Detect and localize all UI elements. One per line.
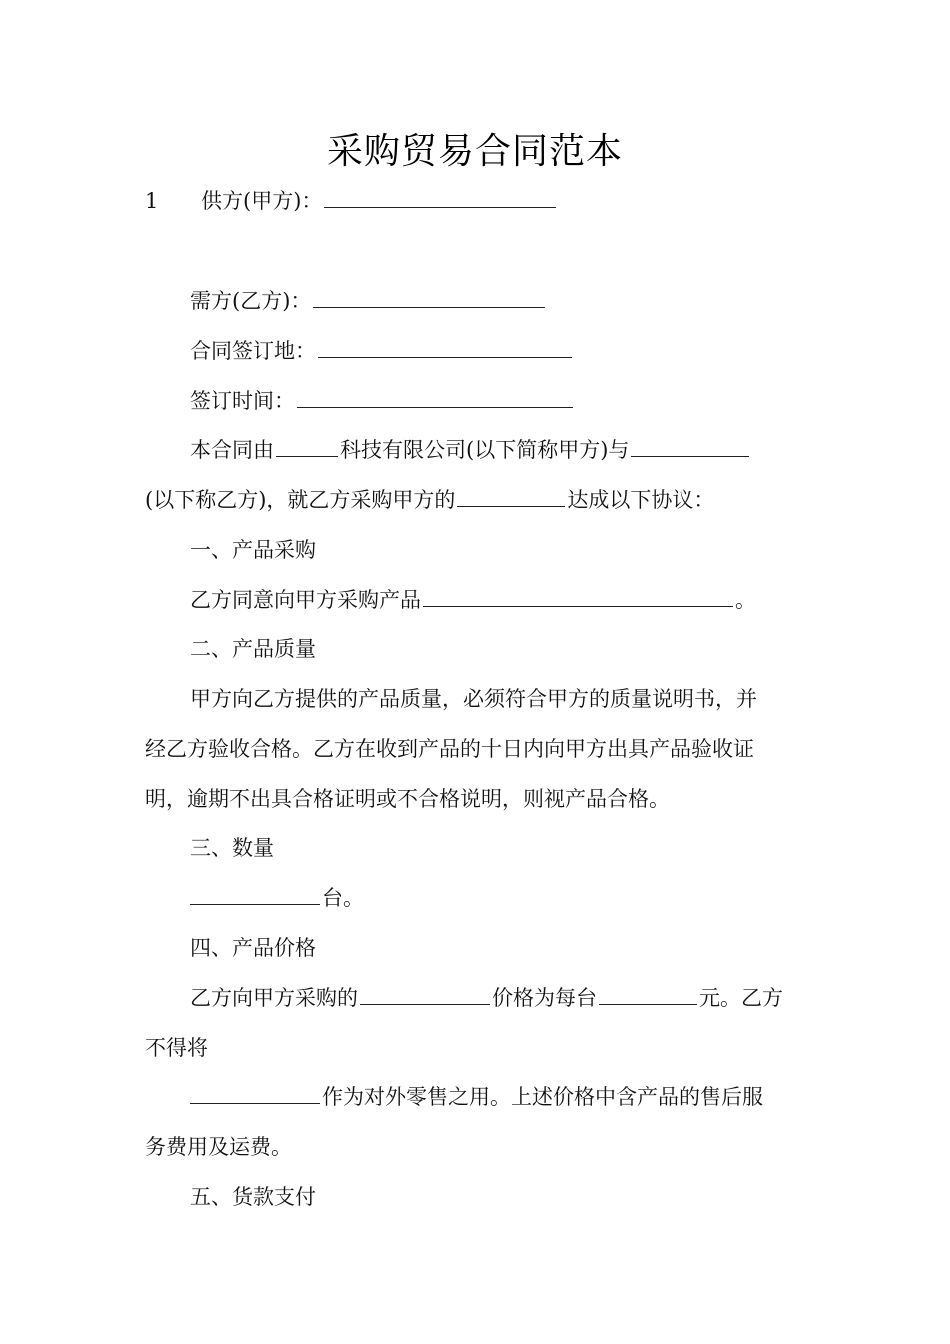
buyer-line — [190, 286, 547, 316]
section3-unit: 台。 — [322, 886, 364, 910]
place-line — [190, 336, 574, 366]
supplier-label: 供方(甲方)： — [201, 189, 323, 213]
retail-blank[interactable] — [190, 1083, 320, 1104]
section4-text-4: 作为对外零售之用。上述价格中含产品的售后服 — [322, 1085, 763, 1109]
time-blank[interactable] — [297, 387, 573, 408]
unit-price-blank[interactable] — [599, 984, 697, 1005]
place-label: 合同签订地： — [190, 339, 316, 363]
section4-line-4: 务费用及运费。 — [145, 1135, 292, 1159]
price-product-blank[interactable] — [360, 984, 490, 1005]
supplier-number: 1 — [145, 189, 159, 213]
section2-line-2: 经乙方验收合格。乙方在收到产品的十日内向甲方出具产品验收证 — [145, 737, 754, 761]
product-blank[interactable] — [457, 486, 565, 507]
section4-text-3: 元。乙方 — [699, 986, 783, 1010]
intro-text-3: (以下称乙方)，就乙方采购甲方的 — [145, 488, 456, 512]
section4-line-1 — [190, 983, 783, 1013]
section1-line — [190, 585, 756, 615]
section4-heading: 四、产品价格 — [190, 936, 316, 960]
section4-text-2: 价格为每台 — [492, 986, 597, 1010]
section2-line-3: 明，逾期不出具合格证明或不合格说明，则视产品合格。 — [145, 787, 670, 811]
section1-heading: 一、产品采购 — [190, 538, 316, 562]
section1-blank[interactable] — [423, 586, 733, 607]
section4-text-1: 乙方向甲方采购的 — [190, 986, 358, 1010]
supplier-line — [145, 186, 558, 216]
section5-heading: 五、货款支付 — [190, 1185, 316, 1209]
company-blank[interactable] — [276, 436, 338, 457]
section3-line — [190, 883, 364, 913]
section4-line-3 — [190, 1082, 763, 1112]
section4-line-2: 不得将 — [145, 1036, 208, 1060]
section1-text: 乙方同意向甲方采购产品 — [190, 588, 421, 612]
quantity-blank[interactable] — [190, 884, 320, 905]
buyer-label: 需方(乙方)： — [190, 289, 312, 313]
section2-line-1: 甲方向乙方提供的产品质量，必须符合甲方的质量说明书，并 — [190, 687, 757, 711]
time-line — [190, 386, 575, 416]
party-b-blank[interactable] — [631, 436, 749, 457]
time-label: 签订时间： — [190, 389, 295, 413]
section3-heading: 三、数量 — [190, 836, 274, 860]
section1-end: 。 — [735, 588, 756, 612]
intro-line-2 — [145, 485, 714, 515]
supplier-blank[interactable] — [324, 187, 556, 208]
buyer-blank[interactable] — [313, 287, 545, 308]
section2-heading: 二、产品质量 — [190, 637, 316, 661]
intro-line-1 — [190, 435, 751, 465]
place-blank[interactable] — [318, 337, 572, 358]
intro-text-2: 科技有限公司(以下简称甲方)与 — [340, 438, 630, 462]
intro-text-4: 达成以下协议： — [567, 488, 715, 512]
document-title: 采购贸易合同范本 — [326, 131, 623, 172]
intro-text-1: 本合同由 — [190, 438, 274, 462]
